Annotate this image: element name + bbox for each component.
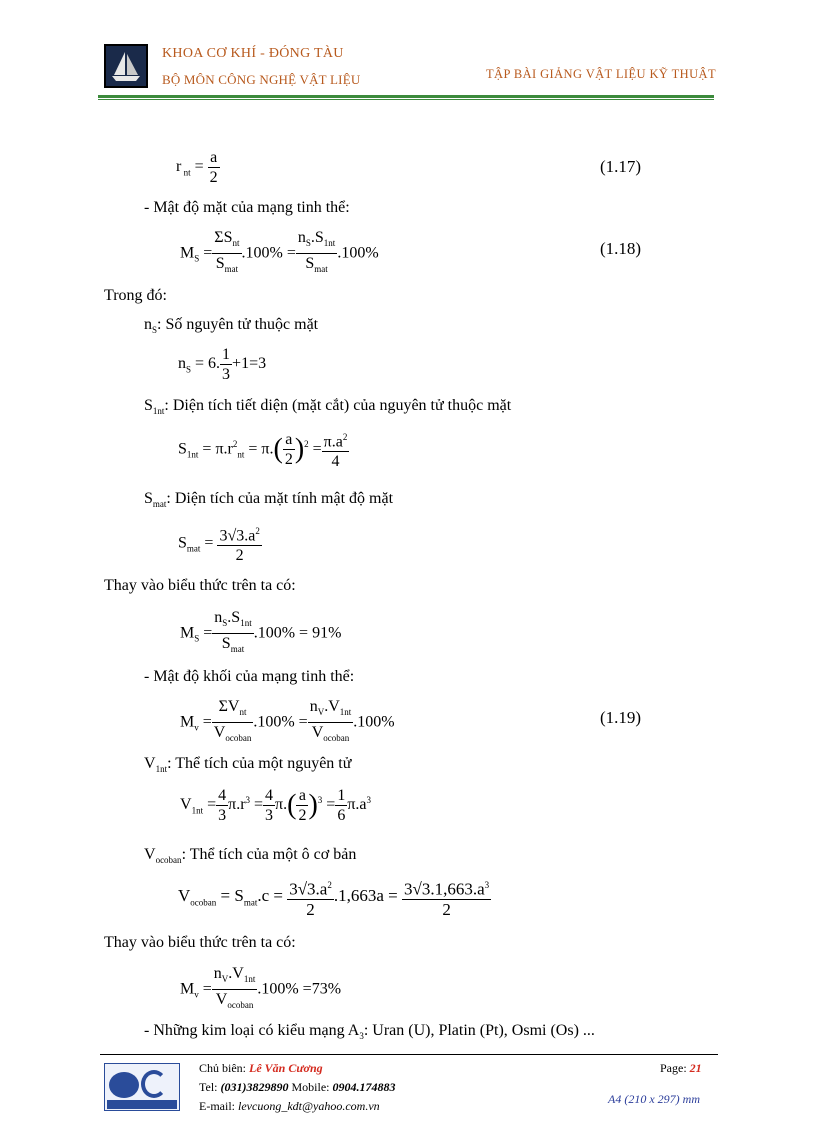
equation-mv-result: $M_v$ = $n_V.V_{1nt}$ $V_{ocoban}$ .100% =73% <box>180 965 342 1011</box>
equation-number: (1.19) <box>600 708 642 727</box>
ship-icon <box>106 46 146 86</box>
definition-v1nt: $V_{1nt}$: Thể tích của một nguyên tử <box>144 755 352 775</box>
header-faculty: KHOA CƠ KHÍ - ĐÓNG TÀU <box>162 46 344 61</box>
equation-ns: $n_S = 6$. $\frac{1}{3}$ +1=3 <box>178 346 267 383</box>
email-value: levcuong_kdt@yahoo.com.vn <box>238 1099 380 1113</box>
definition-ns: $n_S$: Số nguyên tử thuộc mặt <box>144 316 319 336</box>
header-title: TẬP BÀI GIẢNG VẬT LIỆU KỸ THUẬT <box>486 67 716 81</box>
quacert-iso-logo <box>104 1063 180 1111</box>
quacert-icon <box>109 1072 139 1098</box>
equation-s1nt: $S_{1nt} = \pi.r^2_{nt} = \pi$.( $\frac{a}{2}$ )$^2$ = $\frac{\pi.a^2}{4}$ <box>178 428 349 471</box>
paragraph: - Mật độ khối của mạng tinh thể: <box>144 668 355 685</box>
equation-ms-result: $M_S$ = $n_S.S_{1nt}$ $S_{mat}$ .100% = 91% <box>180 609 342 655</box>
paragraph: Trong đó: <box>104 287 167 304</box>
footer-page <box>660 1061 702 1076</box>
equation-1-19: $M_v$ = $\Sigma V_{nt}$ $V_{ocoban}$ .100% = $n_V.V_{1nt}$ $V_{ocoban}$ .100% <box>180 698 395 744</box>
author-name: Lê Văn Cương <box>249 1061 323 1075</box>
paragraph: - Mật độ mặt của mạng tinh thể: <box>144 199 350 216</box>
definition-text: : Thể tích của một nguyên tử <box>167 755 352 772</box>
definition-smat: $S_{mat}$: Diện tích của mặt tính mật độ mặt <box>144 490 394 510</box>
iso-badge <box>107 1100 177 1109</box>
header-divider-thin <box>98 99 714 100</box>
mobile-label: Mobile: <box>288 1080 333 1094</box>
definition-vocoban: $V_{ocoban}$: Thể tích của một ô cơ bản <box>144 846 357 866</box>
footer-author <box>199 1061 323 1076</box>
equation-1-17: r $_{nt}$ = $\frac{a}{2}$ <box>176 149 218 186</box>
author-label: Chủ biên: <box>199 1061 249 1075</box>
paragraph-last: - Những kim loại có kiểu mạng $A_3$: Uran (U), Platin (Pt), Osmi (Os) ... <box>144 1022 595 1042</box>
equation-number: (1.17) <box>600 157 642 176</box>
page-number: 21 <box>689 1061 702 1075</box>
footer-paper-size: A4 (210 x 297) mm <box>608 1092 700 1106</box>
certification-icon <box>141 1070 167 1098</box>
equation-v1nt: $V_{1nt}$ = $\frac{4}{3}$ $\pi.r^3$ = $\frac{4}{3}$ π.( $\frac{a}{2}$ )$^3$ = $\frac{1}{6}$ $\pi.a^3$ <box>180 787 371 824</box>
definition-text: : Diện tích của mặt tính mật độ mặt <box>166 490 394 507</box>
equation-smat: $S_{mat}$ = $\frac{3√3.a^2}{2}$ <box>178 522 262 565</box>
faculty-logo <box>104 44 148 88</box>
result-text: .100% = 91% <box>253 624 342 642</box>
definition-text: : Số nguyên tử thuộc mặt <box>157 316 319 333</box>
equation-vocoban: $V_{ocoban} = S_{mat}.c$ = $\frac{3√3.a^2}{2}$ .1,663a = $\frac{3√3.1,663.a^3}{2}$ <box>178 876 491 919</box>
header-department: BỘ MÔN CÔNG NGHỆ VẬT LIỆU <box>162 72 361 87</box>
tel-value: (031)3829890 <box>220 1080 289 1094</box>
page-label: Page: <box>660 1061 690 1075</box>
email-label: E-mail: <box>199 1099 238 1113</box>
paragraph-text: - Những kim loại có kiểu mạng A <box>144 1022 360 1039</box>
paragraph: Thay vào biểu thức trên ta có: <box>104 934 296 951</box>
equation-1-18: $M_S$ = $\Sigma S_{nt}$ $S_{mat}$ .100% = $n_S.S_{1nt}$ $S_{mat}$ .100% <box>180 229 379 275</box>
equation-number: (1.18) <box>600 239 642 258</box>
paragraph-text: : Uran (U), Platin (Pt), Osmi (Os) ... <box>363 1022 595 1039</box>
header-divider <box>98 95 714 98</box>
tel-label: Tel: <box>199 1080 221 1094</box>
footer-phone <box>199 1080 396 1095</box>
paragraph: Thay vào biểu thức trên ta có: <box>104 577 296 594</box>
definition-s1nt: $S_{1nt}$: Diện tích tiết diện (mặt cắt) của nguyên tử thuộc mặt <box>144 397 512 417</box>
footer-email <box>199 1099 380 1114</box>
footer-divider <box>100 1054 718 1055</box>
result-text: .100% =73% <box>257 980 342 998</box>
mobile-value: 0904.174883 <box>332 1080 396 1094</box>
definition-text: : Diện tích tiết diện (mặt cắt) của nguyên tử thuộc mặt <box>164 397 512 414</box>
definition-text: : Thể tích của một ô cơ bản <box>181 846 357 863</box>
